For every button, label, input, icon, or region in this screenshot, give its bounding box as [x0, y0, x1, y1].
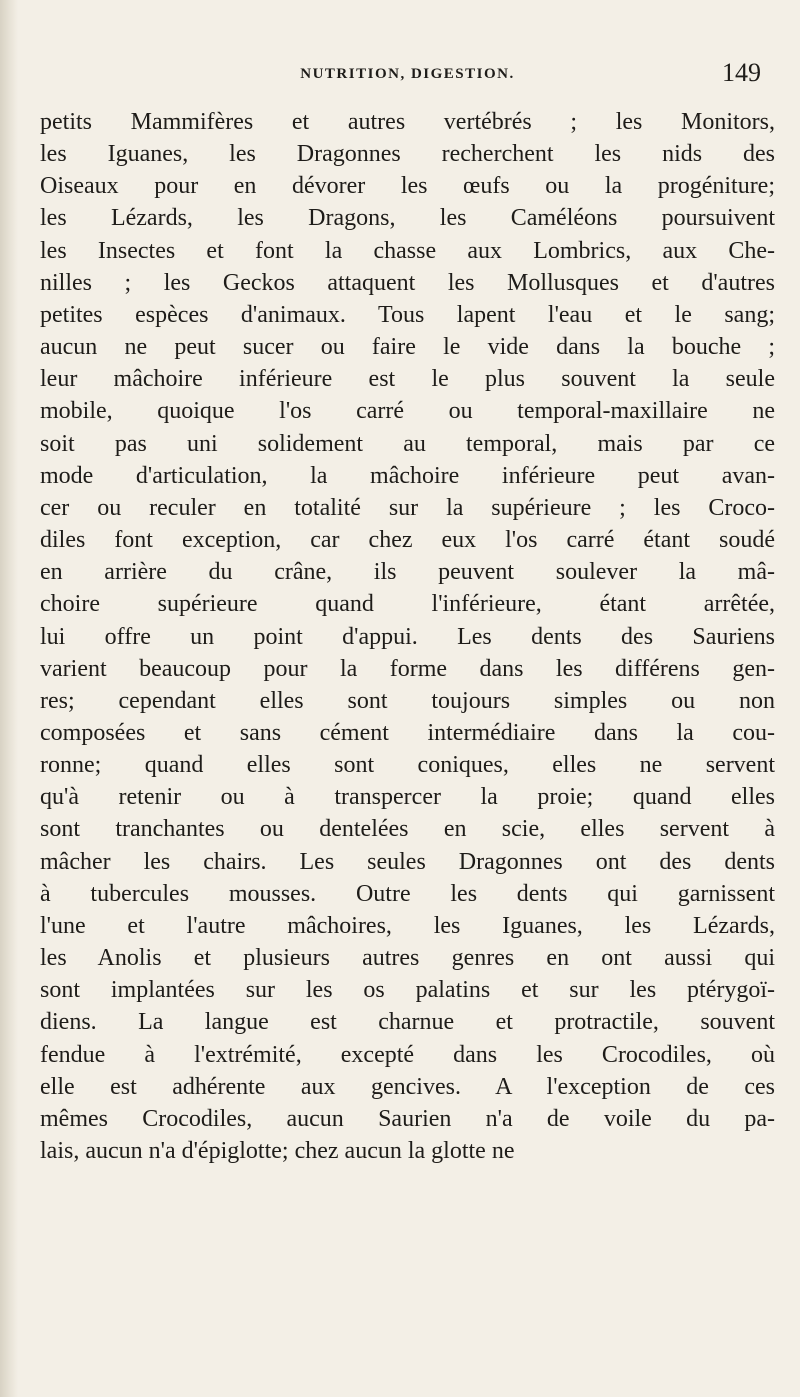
page-gutter-shadow	[0, 0, 18, 1397]
text-line: soit pas uni solidement au temporal, mais par ce	[40, 430, 775, 457]
page-number: 149	[722, 58, 761, 87]
text-line: ronne; quand elles sont coniques, elles ne servent	[40, 752, 775, 779]
text-line: sont tranchantes ou dentelées en scie, elles servent à	[40, 816, 775, 843]
text-line: res; cependant elles sont toujours simples ou non	[40, 687, 775, 714]
text-line: mode d'articulation, la mâchoire inférieure peut avan-	[40, 462, 775, 489]
text-line: diens. La langue est charnue et protractile, souvent	[40, 1009, 775, 1036]
text-line: à tubercules mousses. Outre les dents qui garnissent	[40, 880, 775, 907]
text-line: les Lézards, les Dragons, les Caméléons poursuivent	[40, 205, 775, 232]
text-line: varient beaucoup pour la forme dans les différens gen-	[40, 655, 775, 682]
text-line: les Anolis et plusieurs autres genres en ont aussi qui	[40, 945, 775, 972]
text-line: les Iguanes, les Dragonnes recherchent les nids des	[40, 141, 775, 168]
text-line: aucun ne peut sucer ou faire le vide dans la bouche ;	[40, 334, 775, 361]
text-line: fendue à l'extrémité, excepté dans les Crocodiles, où	[40, 1041, 775, 1068]
running-head	[40, 58, 775, 98]
text-line: lui offre un point d'appui. Les dents des Sauriens	[40, 623, 775, 650]
text-line: les Insectes et font la chasse aux Lombrics, aux Che-	[40, 237, 775, 264]
book-page	[40, 58, 775, 1167]
text-line: en arrière du crâne, ils peuvent soulever la mâ-	[40, 559, 775, 586]
text-line: choire supérieure quand l'inférieure, étant arrêtée,	[40, 591, 775, 618]
text-line: lais, aucun n'a d'épiglotte; chez aucun la glotte ne	[40, 1138, 515, 1164]
text-line: petites espèces d'animaux. Tous lapent l'eau et le sang;	[40, 301, 775, 328]
text-line: mobile, quoique l'os carré ou temporal-maxillaire ne	[40, 398, 775, 425]
text-line: Oiseaux pour en dévorer les œufs ou la progéniture;	[40, 173, 775, 200]
text-line: mêmes Crocodiles, aucun Saurien n'a de voile du pa-	[40, 1105, 775, 1132]
text-line: l'une et l'autre mâchoires, les Iguanes, les Lézards,	[40, 912, 775, 939]
text-line: cer ou reculer en totalité sur la supérieure ; les Croco-	[40, 494, 775, 521]
text-line: diles font exception, car chez eux l'os carré étant soudé	[40, 527, 775, 554]
text-line: sont implantées sur les os palatins et sur les ptérygoï-	[40, 977, 775, 1004]
text-line: qu'à retenir ou à transpercer la proie; quand elles	[40, 784, 775, 811]
text-line: nilles ; les Geckos attaquent les Mollusques et d'autres	[40, 269, 775, 296]
body-text	[40, 106, 775, 1167]
text-line: petits Mammifères et autres vertébrés ; les Monitors,	[40, 109, 775, 135]
text-line: leur mâchoire inférieure est le plus souvent la seule	[40, 366, 775, 393]
text-line: composées et sans cément intermédiaire dans la cou-	[40, 719, 775, 746]
text-line: mâcher les chairs. Les seules Dragonnes ont des dents	[40, 848, 775, 875]
running-title: NUTRITION, DIGESTION.	[300, 66, 515, 82]
text-line: elle est adhérente aux gencives. A l'exception de ces	[40, 1073, 775, 1100]
